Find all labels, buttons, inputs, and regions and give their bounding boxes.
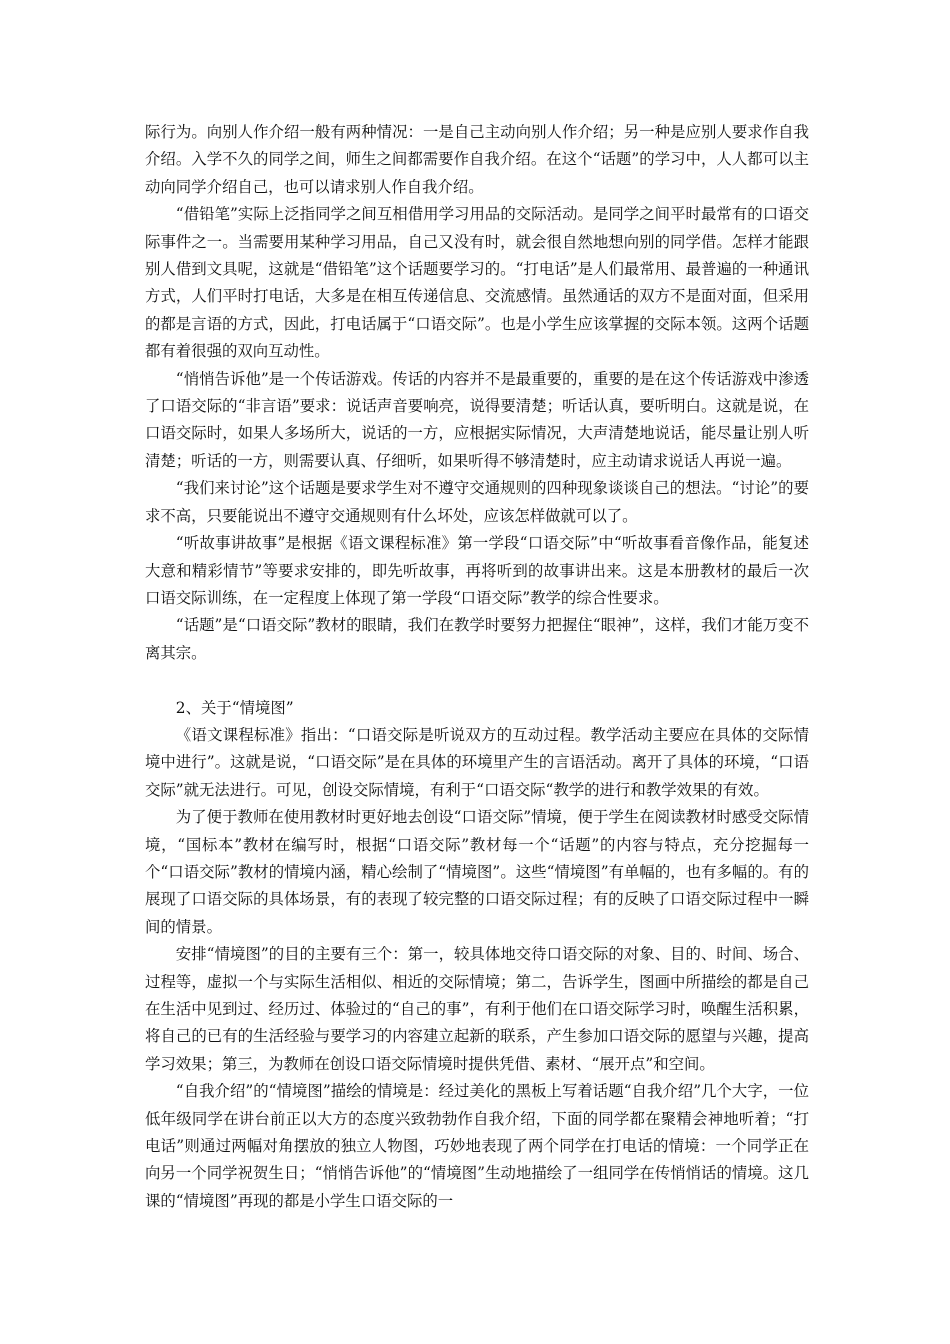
document-page xyxy=(145,119,809,1215)
paragraph-10: “自我介绍”的“情境图”描绘的情境是：经过美化的黑板上写着话题“自我介绍”几个大字，一位低年级同学在讲台前正以大方的态度兴致勃勃作自我介绍，下面的同学都在聚精会神地听着；“打电话”则通过两幅对角摆放的独立人物图，巧妙地表现了两个同学在打电话的情境：一个同学正在向另一个同学祝贺生日；“悄悄告诉他”的“情境图”生动地描绘了一组同学在传悄悄话的情境。这几课的“情境图”再现的都是小学生口语交际的一 xyxy=(145,1082,809,1210)
paragraph-4: “我们来讨论”这个话题是要求学生对不遵守交通规则的四种现象谈谈自己的想法。“讨论”的要求不高，只要能说出不遵守交通规则有什么坏处，应该怎样做就可以了。 xyxy=(145,479,809,525)
paragraph-8: 为了便于教师在使用教材时更好地去创设“口语交际”情境，便于学生在阅读教材时感受交际情境，“国标本”教材在编写时，根据“口语交际”教材每一个“话题”的内容与特点，充分挖掘每一个“口语交际”教材的情境内涵，精心绘制了“情境图”。这些“情境图”有单幅的，也有多幅的。有的展现了口语交际的具体场景，有的表现了较完整的口语交际过程；有的反映了口语交际过程中一瞬间的情景。 xyxy=(145,808,809,936)
section-heading: 2、关于“情境图” xyxy=(175,698,294,717)
paragraph-2: “借铅笔”实际上泛指同学之间互相借用学习用品的交际活动。是同学之间平时最常有的口语交际事件之一。当需要用某种学习用品，自己又没有时，就会很自然地想向别的同学借。怎样才能跟别人借到文具呢，这就是“借铅笔”这个话题要学习的。“打电话”是人们最常用、最普遍的一种通讯方式，人们平时打电话，大多是在相互传递信息、交流感情。虽然通话的双方不是面对面，但采用的都是言语的方式，因此，打电话属于“口语交际”。也是小学生应该掌握的交际本领。这两个话题都有着很强的双向互动性。 xyxy=(145,205,809,361)
paragraph-1: 际行为。向别人作介绍一般有两种情况：一是自己主动向别人作介绍；另一种是应别人要求作自我介绍。入学不久的同学之间，师生之间都需要作自我介绍。在这个“话题”的学习中，人人都可以主动向同学介绍自己，也可以请求别人作自我介绍。 xyxy=(145,123,809,196)
paragraph-3: “悄悄告诉他”是一个传话游戏。传话的内容并不是最重要的，重要的是在这个传话游戏中渗透了口语交际的“非言语”要求：说话声音要响亮，说得要清楚；听话认真，要听明白。这就是说，在口语交际时，如果人多场所大，说话的一方，应根据实际情况，大声清楚地说话，能尽量让别人听清楚；听话的一方，则需要认真、仔细听，如果听得不够清楚时，应主动请求说话人再说一遍。 xyxy=(145,369,809,470)
blank-line xyxy=(145,667,809,694)
paragraph-7: 《语文课程标准》指出：“口语交际是听说双方的互动过程。教学活动主要应在具体的交际情境中进行”。这就是说，“口语交际”是在具体的环境里产生的言语活动。离开了具体的环境，“口语交际”就无法进行。可见，创设交际情境，有利于“口语交际“教学的进行和教学效果的有效。 xyxy=(145,725,809,799)
paragraph-5: “听故事讲故事”是根据《语文课程标准》第一学段“口语交际”中“听故事看音像作品，能复述大意和精彩情节”等要求安排的，即先听故事，再将听到的故事讲出来。这是本册教材的最后一次口语交际训练，在一定程度上体现了第一学段“口语交际”教学的综合性要求。 xyxy=(145,534,809,607)
paragraph-9: 安排“情境图”的目的主要有三个：第一，较具体地交待口语交际的对象、目的、时间、场合、过程等，虚拟一个与实际生活相似、相近的交际情境；第二，告诉学生，图画中所描绘的都是自己在生活中见到过、经历过、体验过的“自己的事”，有利于他们在口语交际学习时，唤醒生活积累，将自己的已有的生活经验与要学习的内容建立起新的联系，产生参加口语交际的愿望与兴趣，提高学习效果；第三，为教师在创设口语交际情境时提供凭借、素材、“展开点”和空间。 xyxy=(145,945,809,1073)
paragraph-6: “话题”是“口语交际”教材的眼睛，我们在教学时要努力把握住“眼神”，这样，我们才能万变不离其宗。 xyxy=(145,616,809,662)
